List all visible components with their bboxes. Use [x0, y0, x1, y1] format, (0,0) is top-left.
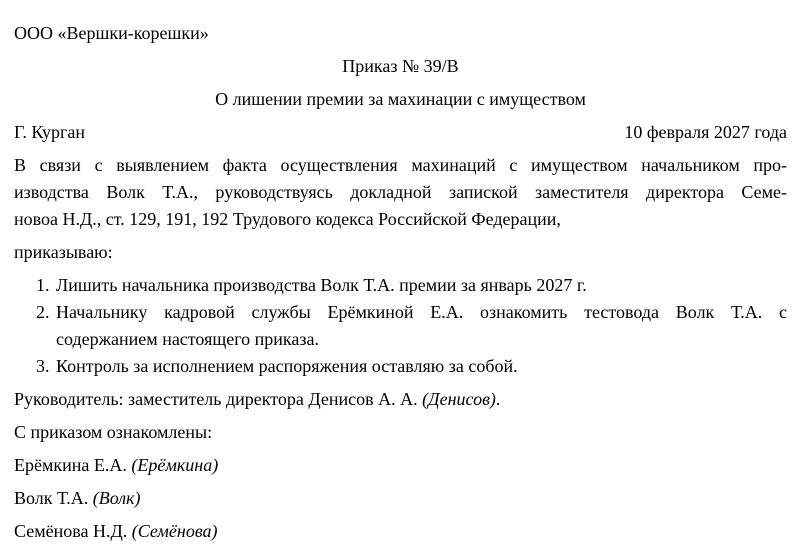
- signature-line: [14, 386, 787, 413]
- ack-line: [14, 485, 787, 512]
- signature-suffix: .: [495, 389, 501, 409]
- order-title: Приказ № 39/В: [342, 56, 459, 76]
- list-marker: 3.: [36, 356, 50, 376]
- ack-name: Волк Т.А.: [14, 488, 93, 508]
- list-item: [14, 272, 787, 299]
- ack-heading: С приказом ознакомлены:: [14, 422, 213, 442]
- preamble-line: изводства Волк Т.А., руководствуясь докладной запиской заместителя директора Семе-: [14, 182, 787, 202]
- list-item: [14, 299, 787, 353]
- city-date-row: [14, 119, 787, 146]
- org-name: ООО «Вершки-корешки»: [14, 23, 209, 43]
- ack-name: Ерёмкина Е.А.: [14, 455, 132, 475]
- city: Г. Курган: [14, 122, 86, 142]
- list-marker: 1.: [36, 275, 50, 295]
- preamble-line: новоа Н.Д., ст. 129, 191, 192 Трудового кодекса Российской Федерации,: [14, 209, 561, 229]
- ack-line: [14, 452, 787, 479]
- list-item-text: Лишить начальника производства Волк Т.А. премии за январь 2027 г.: [56, 275, 587, 295]
- order-list: [14, 272, 787, 380]
- ack-decoded-name: (Волк): [92, 488, 141, 508]
- order-verb: приказываю:: [14, 242, 113, 262]
- list-item-text: Начальнику кадровой службы Ерёмкиной Е.А. ознакомить тестовода Волк Т.А. с: [56, 302, 787, 322]
- list-item: [14, 353, 787, 380]
- list-marker: 2.: [36, 302, 50, 322]
- ack-line: [14, 518, 787, 545]
- list-item-text: содержанием настоящего приказа.: [56, 329, 319, 349]
- order-subject: О лишении премии за махинации с имуществом: [215, 89, 586, 109]
- ack-decoded-name: (Ерёмкина): [131, 455, 219, 475]
- list-item-text: Контроль за исполнением распоряжения оставляю за собой.: [56, 356, 518, 376]
- ack-decoded-name: (Семёнова): [131, 521, 218, 541]
- ack-name: Семёнова Н.Д.: [14, 521, 132, 541]
- date: 10 февраля 2027 года: [624, 122, 787, 142]
- preamble-line: В связи с выявлением факта осуществления махинаций с имуществом начальником про-: [14, 155, 787, 175]
- signature-decoded-name: (Денисов): [422, 389, 496, 409]
- preamble: [14, 152, 787, 233]
- signature-prefix: Руководитель: заместитель директора Денисов А. А.: [14, 389, 423, 409]
